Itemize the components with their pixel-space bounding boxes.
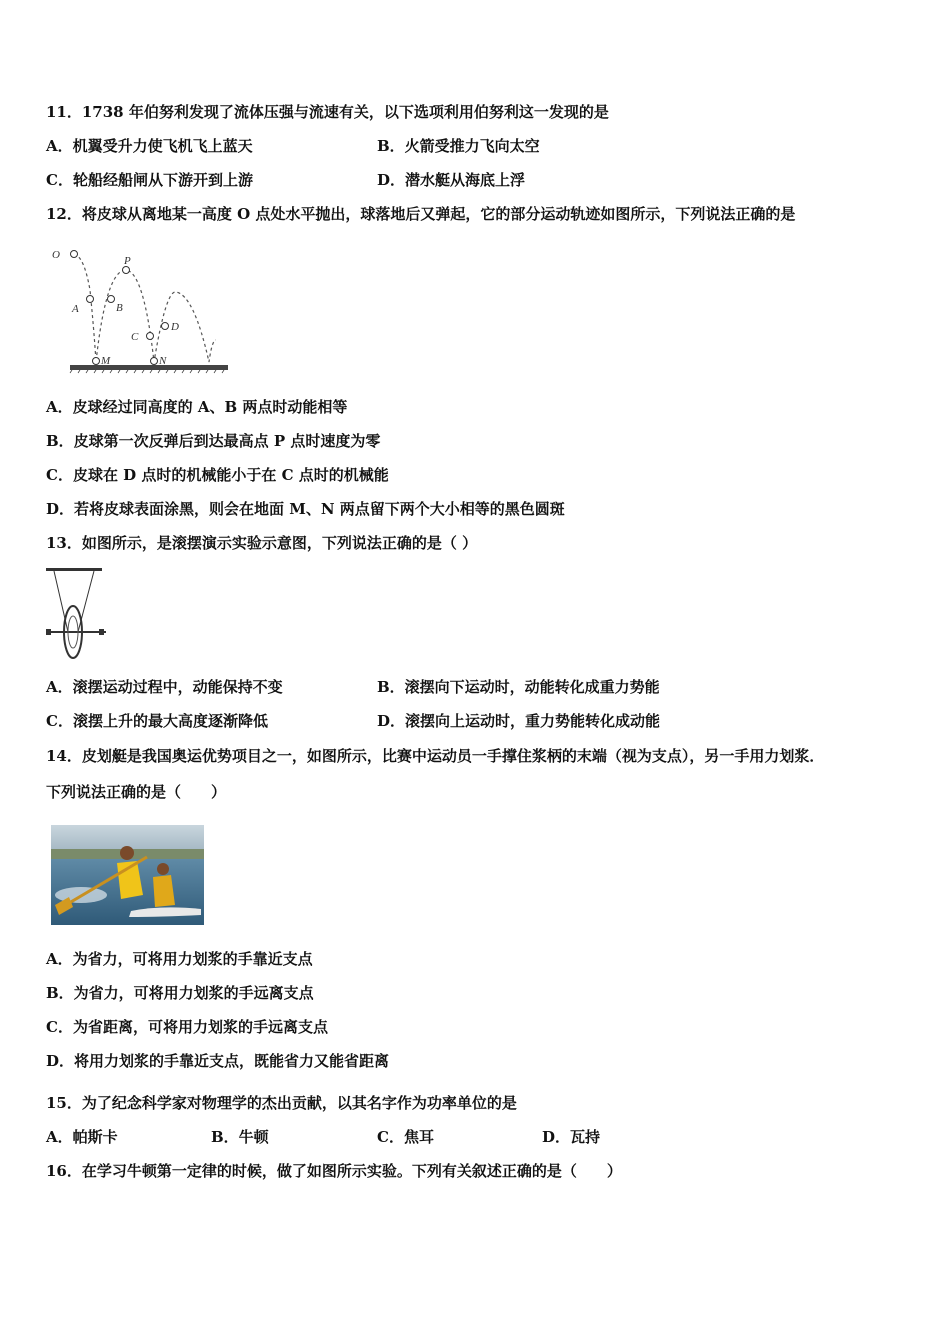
ball-p [123, 267, 130, 274]
label-o: O [52, 249, 60, 261]
axle-end-right [99, 629, 104, 635]
q16-stem: 16．在学习牛顿第一定律的时候，做了如图所示实验。下列有关叙述正确的是（ ） [46, 1162, 622, 1180]
string-right [78, 571, 94, 632]
string-left [54, 571, 68, 632]
q12-option-c: C．皮球在 D 点时的机械能小于在 C 点时的机械能 [46, 466, 389, 484]
q11-option-c: C．轮船经船闸从下游开到上游 [46, 171, 253, 189]
q12-option-a: A．皮球经过同高度的 A、B 两点时动能相等 [46, 398, 348, 416]
support-bar [46, 568, 102, 571]
label-d: D [171, 321, 179, 333]
ball-b [108, 296, 115, 303]
q11-option-a: A．机翼受升力使飞机飞上蓝天 [46, 137, 253, 155]
trajectory-path [74, 254, 216, 362]
q15-option-c: C．焦耳 [377, 1128, 434, 1146]
ball-d [162, 323, 169, 330]
q11-option-b: B．火箭受推力飞向太空 [377, 137, 540, 155]
label-p: P [124, 255, 131, 267]
label-n: N [159, 355, 167, 367]
q12-stem: 12．将皮球从离地某一高度 O 点处水平抛出，球落地后又弹起，它的部分运动轨迹如图所示，下列说法正确的是 [46, 205, 796, 223]
label-m: M [101, 355, 111, 367]
q11-stem: 11．1738 年伯努利发现了流体压强与流速有关，以下选项利用伯努利这一发现的是 [46, 103, 609, 121]
q14-option-a: A．为省力，可将用力划浆的手靠近支点 [46, 950, 313, 968]
q14-stem-line2: 下列说法正确的是（ ） [46, 783, 227, 801]
ball-n [151, 358, 158, 365]
label-c: C [131, 331, 139, 343]
q15-option-a: A．帕斯卡 [46, 1128, 118, 1146]
q13-stem: 13．如图所示，是滚摆演示实验示意图，下列说法正确的是（ ） [46, 534, 478, 552]
ball-c [147, 333, 154, 340]
q14-stem-line1: 14．皮划艇是我国奥运优势项目之一，如图所示，比赛中运动员一手撑住浆柄的末端（视为支点），另一手用力划浆． [46, 747, 825, 765]
q15-options-row [46, 1127, 746, 1147]
paddler-front-head [120, 846, 134, 860]
axle-end-left [46, 629, 51, 635]
label-a: A [72, 303, 79, 315]
label-b: B [116, 302, 123, 314]
q14-option-b: B．为省力，可将用力划浆的手远离支点 [46, 984, 314, 1002]
q15-option-b: B．牛顿 [211, 1128, 269, 1146]
q13-option-c: C．滚摆上升的最大高度逐渐降低 [46, 712, 268, 730]
q15-stem: 15．为了纪念科学家对物理学的杰出贡献，以其名字作为功率单位的是 [46, 1094, 517, 1112]
q12-option-d: D．若将皮球表面涂黑，则会在地面 M、N 两点留下两个大小相等的黑色圆斑 [46, 500, 565, 518]
q14-option-d: D．将用力划浆的手靠近支点，既能省力又能省距离 [46, 1052, 390, 1070]
bouncing-ball-trajectory-figure [44, 240, 234, 375]
paddler-back-head [157, 863, 169, 875]
ball-m [93, 358, 100, 365]
q15-option-d: D．瓦持 [542, 1128, 601, 1146]
ground-line [70, 365, 228, 370]
q13-option-a: A．滚摆运动过程中，动能保持不变 [46, 678, 283, 696]
maxwell-pendulum-figure [44, 566, 110, 662]
q11-option-d: D．潜水艇从海底上浮 [377, 171, 526, 189]
ball-o [71, 251, 78, 258]
q12-option-b: B．皮球第一次反弹后到达最高点 P 点时速度为零 [46, 432, 381, 450]
q14-option-c: C．为省距离，可将用力划浆的手远离支点 [46, 1018, 328, 1036]
canoe-photo [51, 825, 204, 925]
q13-option-d: D．滚摆向上运动时，重力势能转化成动能 [377, 712, 661, 730]
ball-a [87, 296, 94, 303]
q13-option-b: B．滚摆向下运动时，动能转化成重力势能 [377, 678, 660, 696]
